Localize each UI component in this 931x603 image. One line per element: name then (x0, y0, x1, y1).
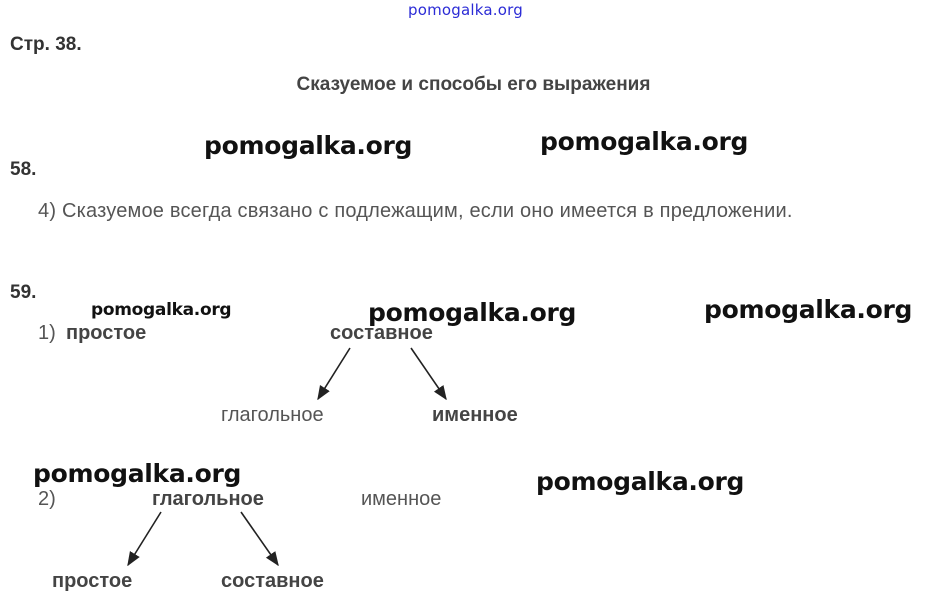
part-1-left-term: простое (66, 322, 147, 344)
part-2-side-term: именное (361, 488, 442, 510)
arrow-to-prostoe (128, 512, 161, 565)
top-watermark: pomogalka.org (408, 1, 523, 19)
watermark: pomogalka.org (91, 300, 232, 320)
watermark: pomogalka.org (33, 459, 242, 488)
part-1-branch-right: именное (432, 404, 518, 426)
part-2-root: глагольное (152, 488, 264, 510)
part-1-branch-left: глагольное (221, 404, 324, 426)
section-title: Сказуемое и способы его выражения (296, 74, 651, 95)
part-2-marker: 2) (38, 488, 56, 510)
watermark: pomogalka.org (368, 298, 577, 327)
watermark: pomogalka.org (536, 467, 745, 496)
watermark: pomogalka.org (204, 131, 413, 160)
task-59-number: 59. (10, 282, 37, 303)
task-58-number: 58. (10, 159, 37, 180)
arrow-to-glagolnoe (318, 348, 350, 399)
part-1-root: составное (330, 322, 433, 344)
part-2-branch-left: простое (52, 570, 133, 592)
page-label: Стр. 38. (10, 34, 82, 55)
watermark: pomogalka.org (704, 295, 913, 324)
arrow-to-sostavnoe (241, 512, 278, 565)
part-1-marker: 1) (38, 322, 56, 344)
part-2-branch-right: составное (221, 570, 324, 592)
task-58-answer: 4) Сказуемое всегда связано с подлежащим, если оно имеется в предложении. (38, 200, 793, 222)
watermark: pomogalka.org (540, 127, 749, 156)
arrow-to-imennoe (411, 348, 446, 399)
